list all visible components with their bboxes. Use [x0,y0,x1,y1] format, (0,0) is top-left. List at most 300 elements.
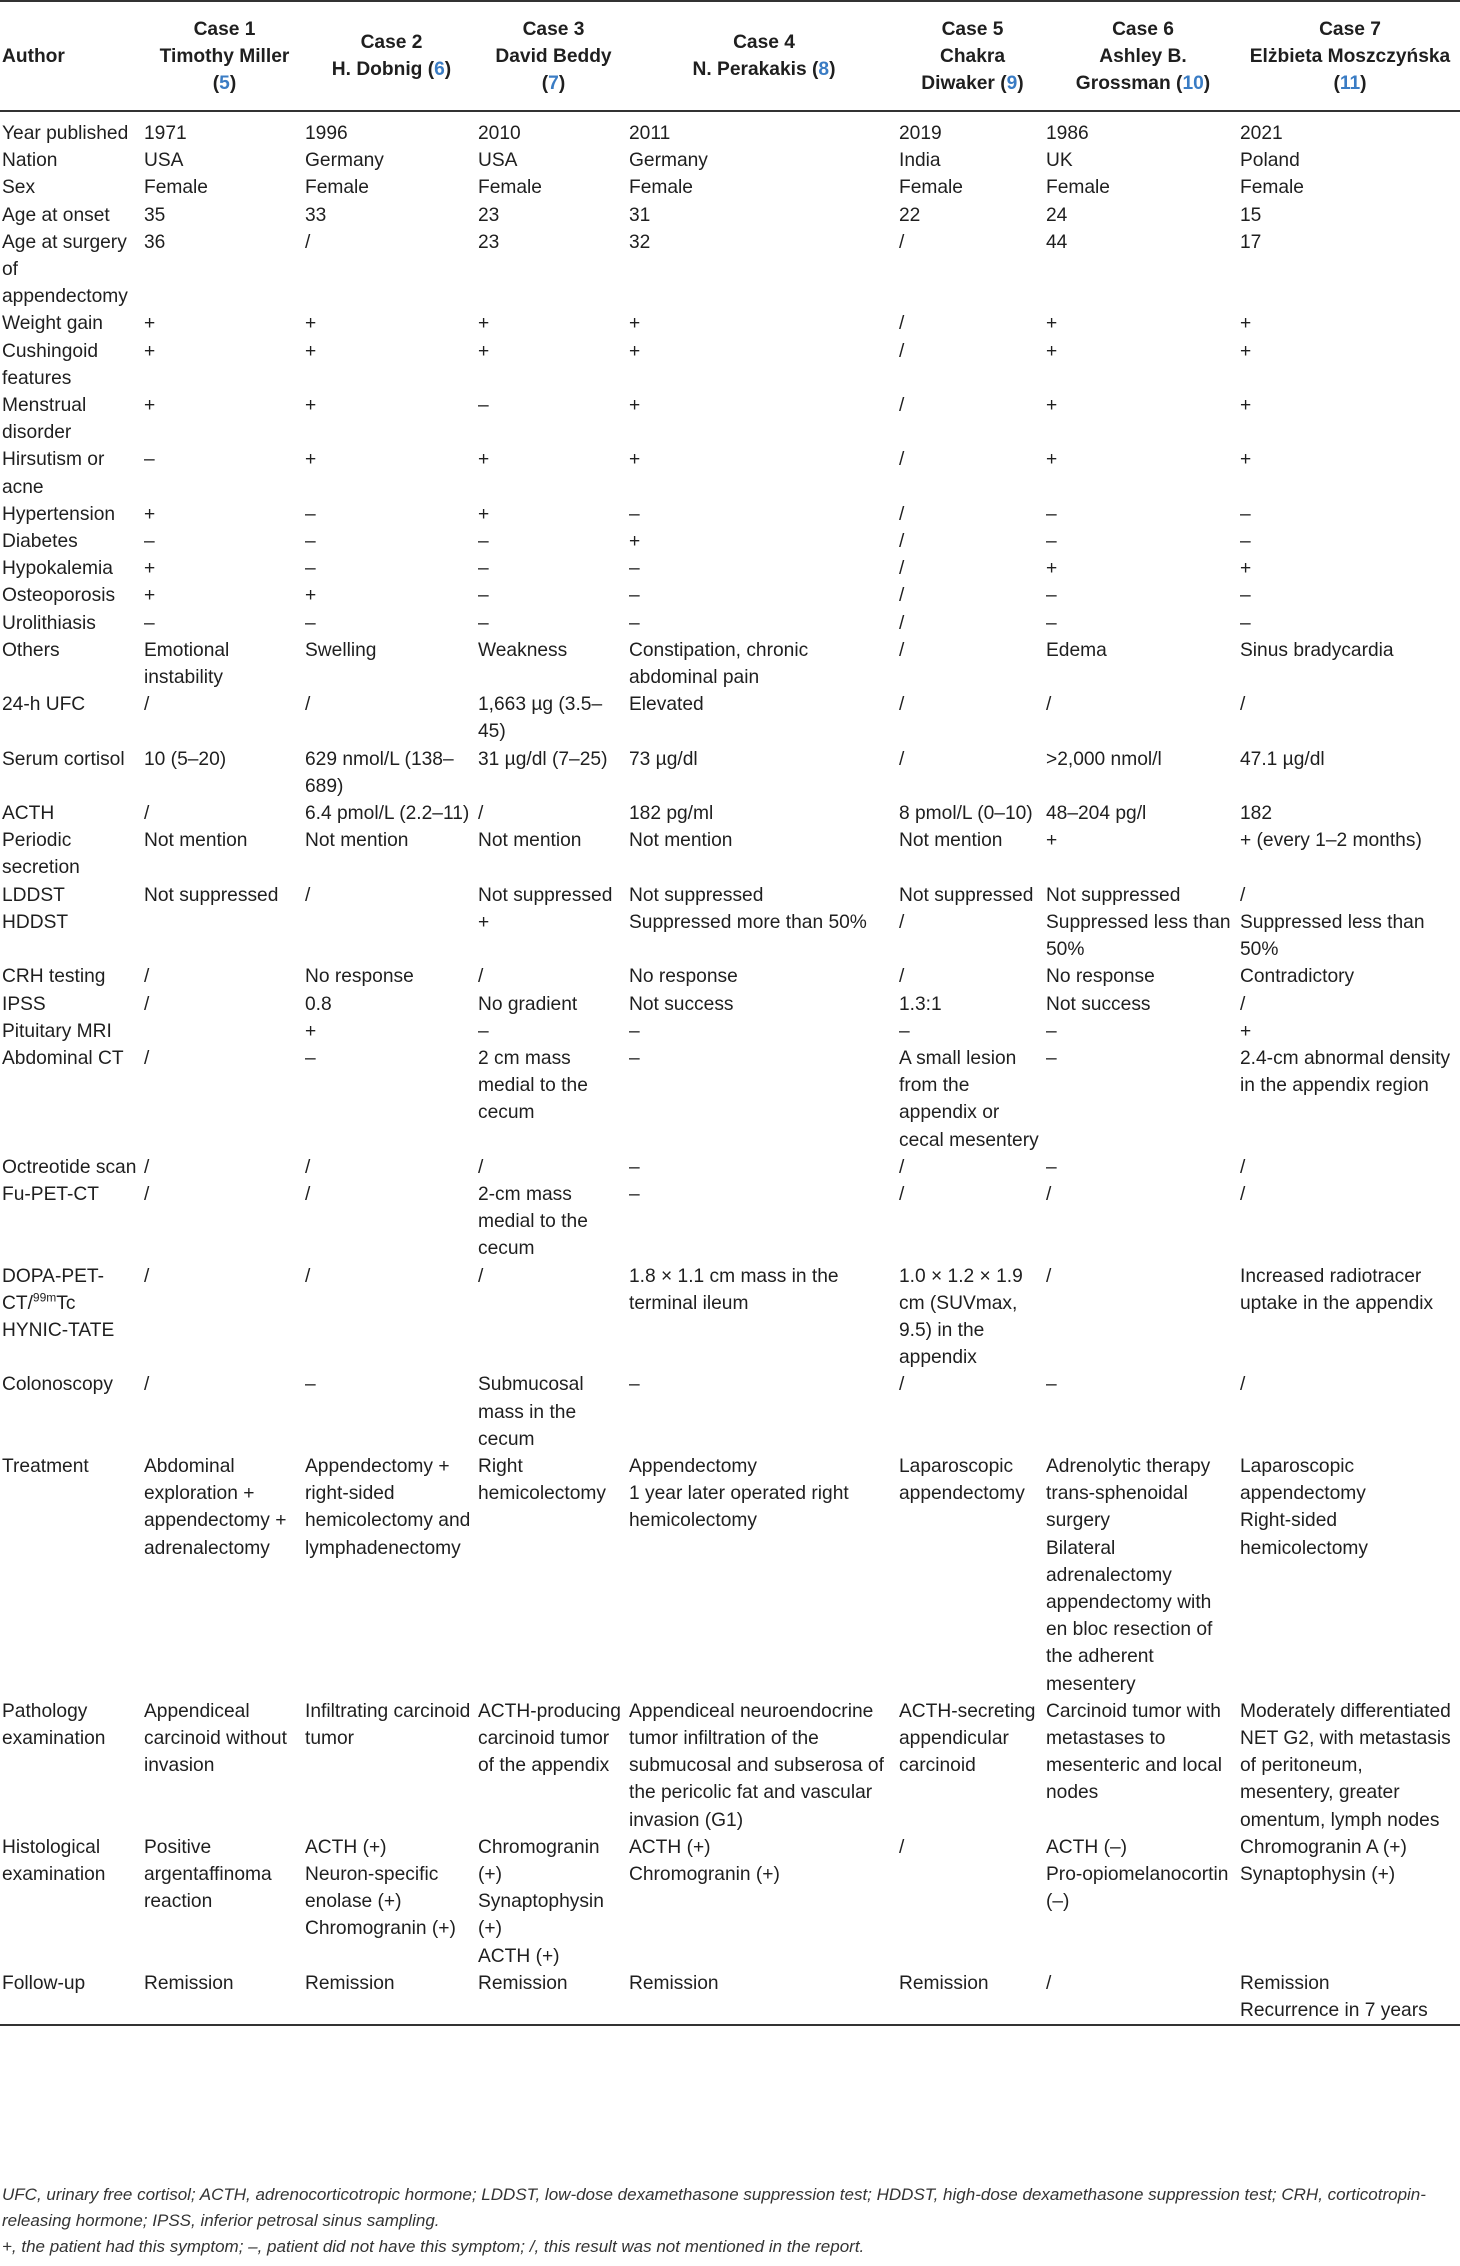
table-cell [478,1371,629,1453]
case-number: Case 1 [193,18,256,40]
row-label: LDDST [2,884,65,906]
table-cell [629,1018,899,1045]
table-cell [144,147,305,174]
cell-line: / [899,231,905,253]
table-cell [305,446,478,500]
cell-line: – [1240,531,1251,553]
cell-line: / [899,911,905,933]
table-cell [899,637,1046,691]
table-cell [478,338,629,392]
cell-line: + [1046,558,1058,580]
table-cell [478,746,629,800]
cell-line: / [1240,694,1246,716]
table-row [0,528,1460,555]
table-cell [478,882,629,909]
row-label-part: DOPA-PET- [2,1265,104,1287]
cell-line: – [478,531,489,553]
cell-line: 31 [629,204,651,226]
table-cell [478,610,629,637]
case-number: Case 6 [1112,18,1174,40]
table-cell [629,310,899,337]
cell-line: 2-cm mass medial to the cecum [478,1183,588,1260]
table-cell [1046,1181,1240,1263]
cell-line: Suppressed less than 50% [1046,911,1231,961]
row-label: Hypokalemia [2,558,113,580]
cell-line: Female [478,177,542,199]
cell-line: + (every 1–2 months) [1240,830,1422,852]
table-cell [629,882,899,909]
case-column-header: Case 6 Ashley B. Grossman (10) [1046,1,1240,111]
table-cell [305,991,478,1018]
table-cell [478,1263,629,1372]
table-footnotes [2,2182,1458,2260]
table-cell [899,1154,1046,1181]
cell-line: – [1046,1156,1057,1178]
cell-line: Not mention [899,830,1003,852]
case-author-name: Ashley B. Grossman [1075,45,1187,94]
table-cell [899,1970,1046,2025]
table-cell [629,1263,899,1372]
cell-line: Chromogranin A (+) [1240,1836,1407,1858]
table-cell [305,827,478,881]
table-cell [899,501,1046,528]
table-cell [478,1970,629,2025]
table-cell [144,555,305,582]
table-cell [1240,963,1460,990]
table-cell [1240,501,1460,528]
cell-line: – [478,1020,489,1042]
cell-line: / [1046,694,1052,716]
table-cell [1046,827,1240,881]
table-cell [1240,1371,1460,1453]
reference-link[interactable]: 8 [818,59,830,80]
table-cell [1046,147,1240,174]
table-cell [1046,528,1240,555]
table-cell [629,1698,899,1834]
cell-line: Appendectomy [629,1455,757,1477]
cell-line: 2 cm mass medial to the cecum [478,1047,588,1124]
cell-line: + [1240,449,1252,471]
cell-line: / [899,449,905,471]
table-cell [1046,637,1240,691]
table-cell [305,1181,478,1263]
cell-line: ACTH (+) [629,1836,711,1858]
table-cell [1046,111,1240,147]
table-cell [1240,147,1460,174]
cell-line: + [144,503,156,525]
cell-line: USA [478,150,518,172]
cell-line: + [144,313,156,335]
cell-line: / [899,313,905,335]
cell-line: + [305,585,317,607]
cell-line: Positive argentaffinoma reaction [144,1836,272,1913]
table-cell [899,691,1046,745]
table-cell [305,528,478,555]
table-cell [478,174,629,201]
cell-line: 47.1 µg/dl [1240,748,1325,770]
row-label-part: HYNIC-TATE [2,1319,115,1341]
table-cell [1046,1018,1240,1045]
row-label: Cushingoid features [2,340,99,389]
table-cell [1240,610,1460,637]
cell-line: 10 (5–20) [144,748,227,770]
case-author-name: N. Perakakis [692,59,807,80]
cell-line: / [899,639,905,661]
table-cell [1240,827,1460,881]
cell-line: – [1046,503,1057,525]
cell-line: / [1240,1183,1246,1205]
cell-line: / [144,1047,150,1069]
cell-line: 6.4 pmol/L (2.2–11) [305,803,470,825]
table-cell [305,501,478,528]
cell-line: + [629,531,641,553]
cell-line: 1.8 × 1.1 cm mass in the terminal ileum [629,1265,839,1314]
table-cell [629,827,899,881]
table-cell [305,582,478,609]
cell-line: + [478,340,490,362]
table-cell [899,1371,1046,1453]
cell-line: / [144,1156,150,1178]
row-label: Treatment [2,1455,89,1477]
table-cell [1240,1181,1460,1263]
cell-line: / [305,231,311,253]
cell-line: 33 [305,204,327,226]
cell-line: / [478,1156,484,1178]
case-author-name: David Beddy [495,45,612,67]
table-row [0,555,1460,582]
table-cell [899,1834,1046,1970]
case-author-name: Elżbieta Moszczyńska [1249,45,1451,67]
footnote-abbreviations: UFC, urinary free cortisol; ACTH, adrenocorticotropic hormone; LDDST, low-dose dexamethasone suppression test; HDDST, high-dose dexamethasone suppression test; CRH, corticotropin-releasing hormone; IPSS, inferior petrosal sinus sampling. [2,2185,1426,2230]
table-cell [305,1371,478,1453]
table-cell [899,909,1046,963]
cell-line: Remission [478,1972,568,1994]
table-row [0,202,1460,229]
row-label: Sex [2,177,36,199]
table-cell [478,392,629,446]
cell-line: 1971 [144,123,187,144]
cell-line: Not suppressed [899,884,1034,906]
cell-line: / [144,1265,150,1287]
row-label: HDDST [2,911,69,933]
cell-line: 36 [144,231,166,253]
cell-line: 31 µg/dl (7–25) [478,748,608,770]
case-author-name: H. Dobnig [331,59,423,80]
cell-line: / [305,884,311,906]
row-label: Hypertension [2,503,116,525]
table-body [0,111,1460,2025]
table-cell [478,800,629,827]
table-cell [144,1834,305,1970]
cell-line: Suppressed less than 50% [1240,911,1425,961]
cell-line: 23 [478,204,500,226]
cell-line: >2,000 nmol/l [1046,748,1162,770]
table-cell [629,1453,899,1698]
table-cell [899,991,1046,1018]
cell-line: Chromogranin (+) [478,1836,600,1885]
table-cell [899,827,1046,881]
cell-line: Sinus bradycardia [1240,639,1394,661]
reference-link[interactable]: 5 [219,72,230,94]
table-cell [899,174,1046,201]
table-cell [144,392,305,446]
case-column-header: Case 7 Elżbieta Moszczyńska (11) [1240,1,1460,111]
table-cell [1046,1154,1240,1181]
author-column-header: Author [0,1,144,111]
table-cell [305,147,478,174]
table-cell [305,1154,478,1181]
cell-line: Not suppressed [478,884,613,906]
cell-line: Elevated [629,694,704,716]
cell-line: / [305,1183,311,1205]
row-label: Octreotide scan [2,1156,137,1178]
cell-line: Pro-opiomelanocortin (–) [1046,1864,1229,1913]
cell-line: 0.8 [305,993,332,1015]
cell-line: No response [1046,966,1155,988]
table-cell [1240,528,1460,555]
table-cell [1046,1970,1240,2025]
cell-line: Laparoscopic appendectomy [1240,1455,1366,1505]
cell-line: / [899,1836,905,1858]
cell-line: / [899,748,905,770]
table-cell [629,691,899,745]
table-cell [144,310,305,337]
cell-line: – [478,558,489,580]
row-label: Abdominal CT [2,1047,124,1069]
cell-line: + [1046,449,1058,471]
table-cell [899,800,1046,827]
footnote-symbols: +, the patient had this symptom; –, patient did not have this symptom; /, this result was not mentioned in the report. [2,2237,865,2256]
cell-line: / [1240,884,1246,906]
table-cell [144,528,305,555]
table-cell [1046,501,1240,528]
table-cell [478,1045,629,1154]
cell-line: 182 [1240,803,1273,825]
table-cell [629,610,899,637]
cell-line: Female [899,177,963,199]
table-cell [144,1970,305,2025]
table-row [0,1834,1460,1970]
table-row [0,746,1460,800]
cell-line: Carcinoid tumor with metastases to mesenteric and local nodes [1046,1700,1222,1804]
table-row [0,610,1460,637]
cell-line: / [1240,993,1246,1015]
cell-line: / [144,1183,150,1205]
table-cell [305,746,478,800]
table-cell [305,1970,478,2025]
table-cell [629,1045,899,1154]
case-column-header: Case 2 H. Dobnig (6) [305,1,478,111]
table-cell [1240,174,1460,201]
table-cell [899,555,1046,582]
table-row [0,338,1460,392]
cell-line: – [629,1156,640,1178]
table-cell [899,202,1046,229]
cell-line: Right hemicolectomy [478,1455,606,1505]
table-cell [144,882,305,909]
cell-line: + [478,503,490,525]
table-row [0,446,1460,500]
cell-line: – [305,531,316,553]
row-label: Fu-PET-CT [2,1183,100,1205]
table-cell [305,800,478,827]
table-cell [144,1154,305,1181]
cell-line: + [1046,395,1058,417]
cell-line: / [1240,1374,1246,1396]
row-label: Age at onset [2,204,110,226]
table-cell [1240,691,1460,745]
cell-line: – [899,1020,910,1042]
row-label: Follow-up [0,1970,144,2025]
cell-line: – [1240,585,1251,607]
row-label: Hirsutism or acne [2,449,105,498]
case-number: Case 3 [522,18,585,40]
table-cell [478,1154,629,1181]
cell-line: Not mention [629,830,733,852]
table-cell [629,174,899,201]
table-cell [1046,1263,1240,1372]
cell-line: – [1046,612,1057,634]
table-cell [899,446,1046,500]
table-cell [144,1371,305,1453]
cell-line: Chromogranin (+) [305,1918,456,1940]
cell-line: / [899,558,905,580]
table-row [0,1018,1460,1045]
table-row [0,963,1460,990]
row-label: Age at surgery of appendectomy [2,231,128,308]
cell-line: Moderately differentiated NET G2, with metastasis of peritoneum, mesentery, greater omentum, lymph nodes [1240,1700,1451,1831]
table-cell [629,1834,899,1970]
cell-line: Abdominal exploration + appendectomy + adrenalectomy [144,1455,287,1559]
cell-line: Not mention [305,830,409,852]
table-cell [629,963,899,990]
reference-link[interactable]: 11 [1339,72,1361,94]
cell-line: 24 [1046,204,1068,226]
table-row [0,800,1460,827]
table-cell [629,338,899,392]
table-cell [1046,582,1240,609]
table-cell [478,528,629,555]
table-cell [144,1263,305,1372]
case-number: Case 2 [360,32,423,53]
cell-line: Bilateral adrenalectomy appendectomy with en bloc resection of the adherent mesentery [1046,1537,1213,1695]
cell-line: Appendectomy + right-sided hemicolectomy and lymphadenectomy [305,1455,471,1559]
cell-line: – [1240,612,1251,634]
cell-line: 32 [629,231,651,253]
row-label: Menstrual disorder [2,395,87,444]
table-cell [1046,963,1240,990]
table-cell [478,446,629,500]
table-row [0,392,1460,446]
table-cell [144,1018,305,1045]
cell-line: ACTH-producing carcinoid tumor of the appendix [478,1700,621,1777]
table-cell [144,610,305,637]
row-label: Year published [2,123,129,144]
cell-line: – [305,1047,316,1069]
table-cell [305,338,478,392]
cell-line: Not mention [144,830,248,852]
cell-line: No response [629,966,738,988]
cell-line: – [1046,1047,1057,1069]
case-column-header: Case 3 David Beddy (7) [478,1,629,111]
cell-line: / [144,694,150,716]
table-cell [1240,1453,1460,1698]
cell-line: + [478,313,490,335]
cell-line: – [478,585,489,607]
cell-line: + [305,340,317,362]
cell-line: – [1046,1020,1057,1042]
cell-line: – [478,395,489,417]
table-cell [144,827,305,881]
cell-line: + [1240,1020,1252,1042]
case-number: Case 7 [1319,18,1381,40]
cell-line: Appendiceal neuroendocrine tumor infiltration of the submucosal and subserosa of the pericolic fat and vascular invasion (G1) [629,1700,884,1831]
cell-line: Chromogranin (+) [629,1864,780,1885]
table-cell [899,963,1046,990]
table-cell [144,800,305,827]
table-cell [478,310,629,337]
table-cell [629,1154,899,1181]
cell-line: + [305,313,317,335]
cell-line: Not suppressed [629,884,764,906]
table-cell [305,1453,478,1698]
cell-line: + [305,449,317,471]
table-cell [899,1263,1046,1372]
table-cell [478,1698,629,1834]
table-cell [1240,1698,1460,1834]
table-cell [899,582,1046,609]
case-author-name: Chakra Diwaker [921,45,1006,94]
row-label: Osteoporosis [2,585,116,607]
reference-link[interactable]: 10 [1182,72,1204,94]
cell-line: A small lesion from the appendix or cecal mesentery [899,1047,1039,1151]
table-cell [1046,991,1240,1018]
cell-line: – [305,503,316,525]
table-cell [1240,991,1460,1018]
reference-link[interactable]: 7 [548,72,559,94]
table-cell [1240,1154,1460,1181]
cell-line: 182 pg/ml [629,803,714,825]
cell-line: 1.0 × 1.2 × 1.9 cm (SUVmax, 9.5) in the appendix [899,1265,1023,1369]
table-cell [144,991,305,1018]
cell-line: 48–204 pg/l [1046,803,1147,825]
table-cell [899,746,1046,800]
cell-line: UK [1046,150,1073,172]
cell-line: Not success [629,993,734,1015]
cell-line: 35 [144,204,166,226]
table-row [0,501,1460,528]
reference-link[interactable]: 6 [434,59,445,80]
table-cell [1046,1834,1240,1970]
cell-line: 1,663 µg (3.5–45) [478,694,603,743]
table-cell [144,202,305,229]
cell-line: / [899,395,905,417]
header-row [0,1,1460,111]
cell-line: + [629,340,641,362]
table-row [0,1181,1460,1263]
table-cell [478,991,629,1018]
cell-line: + [1240,558,1252,580]
cell-line: + [1046,313,1058,335]
row-label [0,1263,144,1372]
reference-link[interactable]: 9 [1006,72,1018,94]
cell-line: 2011 [629,123,671,144]
table-cell [305,202,478,229]
table-cell [1046,392,1240,446]
cell-line: Female [144,177,208,199]
cell-line: Poland [1240,150,1300,172]
cell-line: / [899,1183,905,1205]
